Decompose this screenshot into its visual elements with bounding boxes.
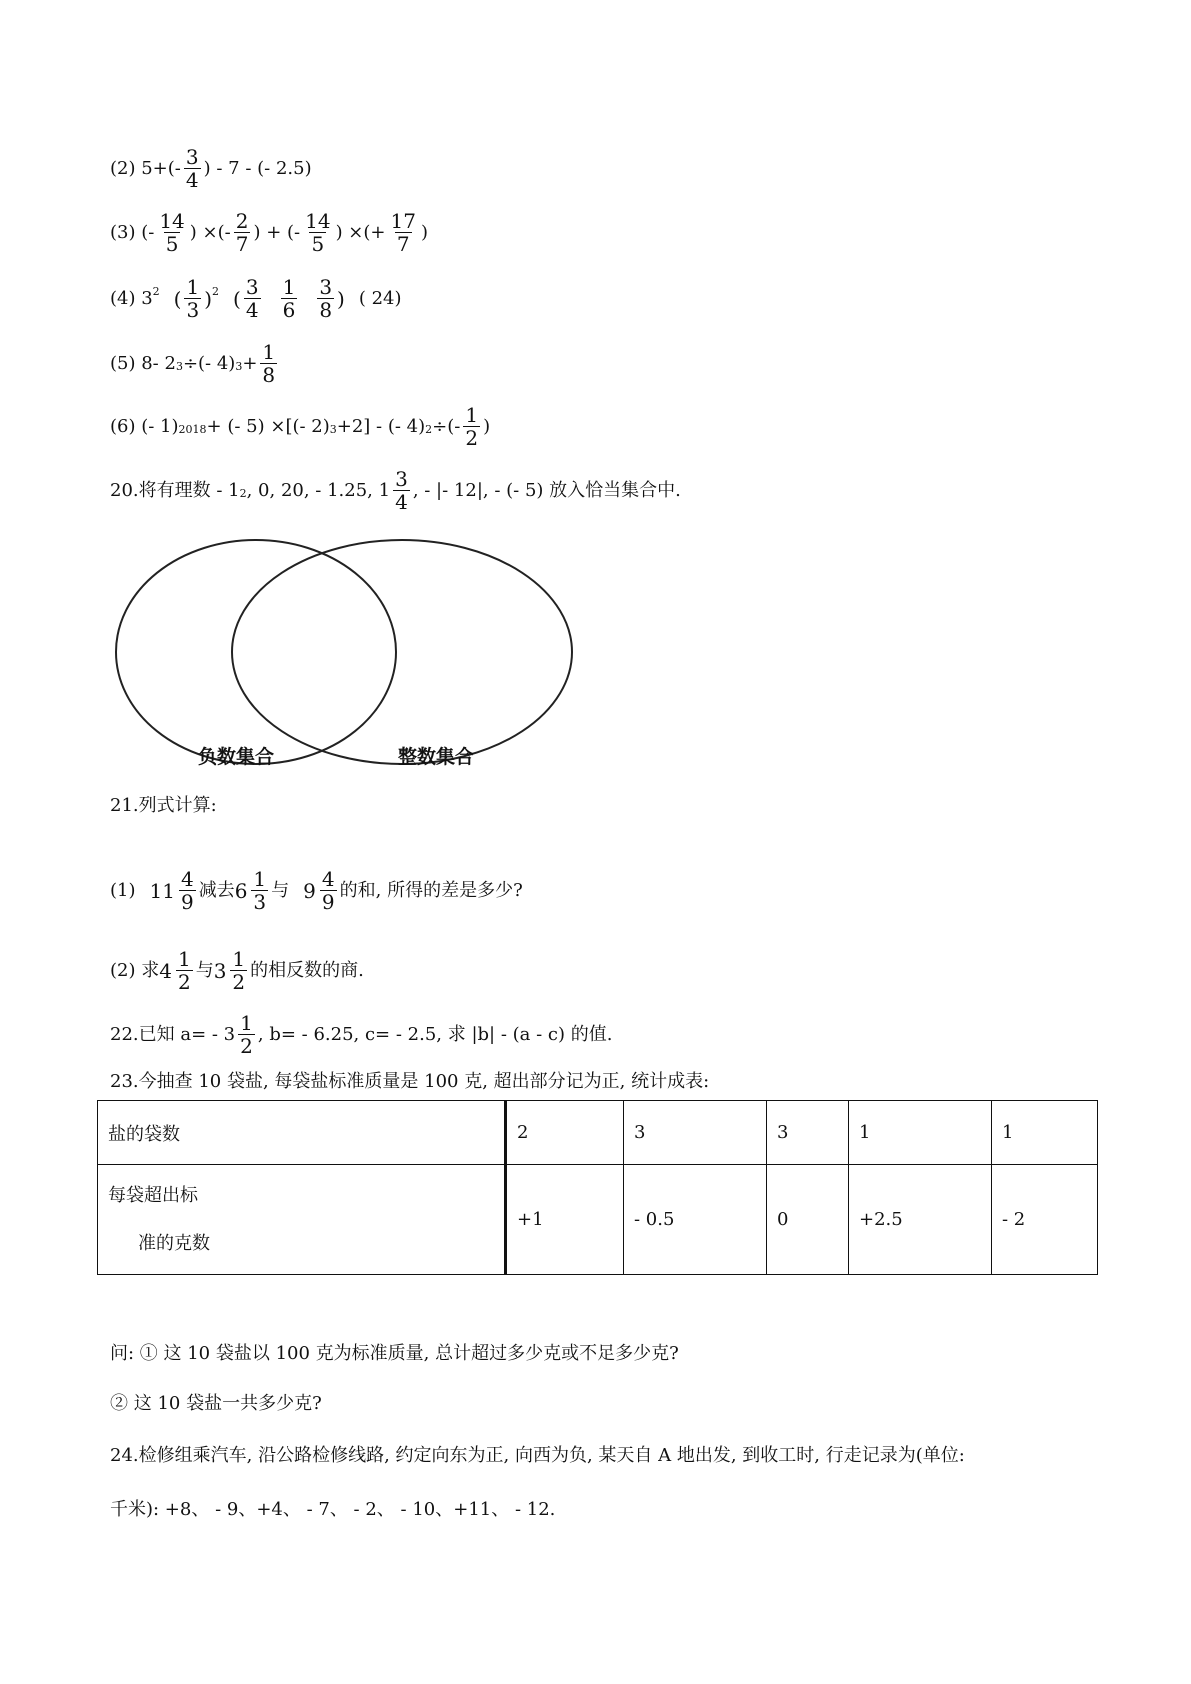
fraction: $\frac{1}{6}$ (282, 275, 296, 322)
fraction: $\frac{1}{2}$ (465, 403, 479, 450)
fraction: $\frac{14}{5}$ (305, 209, 331, 256)
negative-set-ellipse (116, 540, 396, 764)
question-22: 22.已知 a= - 3 $\frac{1}{2}$ , b= - 6.25, c= - 2.5, 求 |b| - (a - c) 的值. (110, 1011, 613, 1058)
fraction: $\frac{1}{8}$ (262, 340, 276, 387)
question-21-part-2: (2) 求 4 $\frac{1}{2}$ 与 3 $\frac{1}{2}$ 的相反数的商. (110, 947, 364, 994)
fraction: $\frac{3}{4}$ (395, 467, 408, 514)
fraction: $\frac{1}{2}$ (240, 1011, 253, 1058)
question-20: 20.将有理数 - 1 2 , 0, 20, - 1.25, 1 $\frac{3}{4}$ , - |- 12|, - (- 5) 放入恰当集合中. (110, 467, 681, 514)
integer-set-label: 整数集合 (398, 746, 475, 768)
table-row: 盐的袋数 2 3 3 1 1 (98, 1101, 1098, 1165)
question-24-line-1: 24.检修组乘汽车, 沿公路检修线路, 约定向东为正, 向西为负, 某天自 A 地出发, 到收工时, 行走记录为(单位: (110, 1445, 965, 1466)
mixed-number: 4 $\frac{1}{2}$ (159, 947, 191, 994)
integer-set-ellipse (232, 540, 572, 764)
question-23-ask-1: 问: ① 这 10 袋盐以 100 克为标准质量, 总计超过多少克或不足多少克? (110, 1343, 679, 1364)
problem-2: (2) 5+(- $\frac{3}{4}$ ) - 7 - (- 2.5) (110, 145, 312, 192)
question-23-ask-2: ② 这 10 袋盐一共多少克? (110, 1393, 322, 1414)
mixed-number: 9 $\frac{4}{9}$ (303, 867, 335, 914)
fraction: $\frac{1}{3}$ (186, 275, 200, 322)
fraction: $\frac{14}{5}$ (159, 209, 185, 256)
fraction: $\frac{3}{4}$ (185, 145, 199, 192)
mixed-number: 3 $\frac{1}{2}$ (213, 947, 246, 994)
fraction: $\frac{3}{4}$ (245, 275, 259, 322)
question-21-part-1: (1) 11 $\frac{4}{9}$ 减去 6 $\frac{1}{3}$ 与 9 $\frac{4}{9}$ 的和, 所得的差是多少? (110, 867, 523, 914)
problem-5: (5) 8- 2 3 ÷(- 4) 3 + $\frac{1}{8}$ (110, 340, 276, 387)
mixed-number: 6 $\frac{1}{3}$ (234, 867, 267, 914)
salt-weight-table (97, 1100, 1098, 1275)
table-row: 每袋超出标 准的克数 +1 - 0.5 0 +2.5 - 2 (98, 1165, 1098, 1275)
question-21-title: 21.列式计算: (110, 795, 217, 816)
problem-3: (3) (- $\frac{14}{5}$ ) ×(- $\frac{2}{7}$ ) + (- $\frac{14}{5}$ ) ×(+ $\frac{17}{7}$ ) (110, 209, 428, 256)
fraction: $\frac{17}{7}$ (390, 209, 416, 256)
fraction: $\frac{3}{8}$ (319, 275, 333, 322)
problem-6: (6) (- 1) 2018 + (- 5) ×[(- 2) 3 +2] - (- 4) 2 ÷(- $\frac{1}{2}$ ) (110, 403, 491, 450)
mixed-number: 11 $\frac{4}{9}$ (149, 867, 194, 914)
venn-diagram (104, 522, 594, 784)
negative-set-label: 负数集合 (198, 746, 275, 768)
question-24-line-2: 千米): +8、 - 9、+4、 - 7、 - 2、 - 10、+11、 - 12. (110, 1499, 556, 1520)
fraction: $\frac{2}{7}$ (235, 209, 249, 256)
problem-4: (4) 3 2 ( $\frac{1}{3}$ ) 2 ( $\frac{3}{4}$ $\frac{1}{6}$ $\frac{3}{8}$ ) ( 24) (110, 275, 402, 322)
question-23-title: 23.今抽查 10 袋盐, 每袋盐标准质量是 100 克, 超出部分记为正, 统计成表: (110, 1071, 710, 1092)
